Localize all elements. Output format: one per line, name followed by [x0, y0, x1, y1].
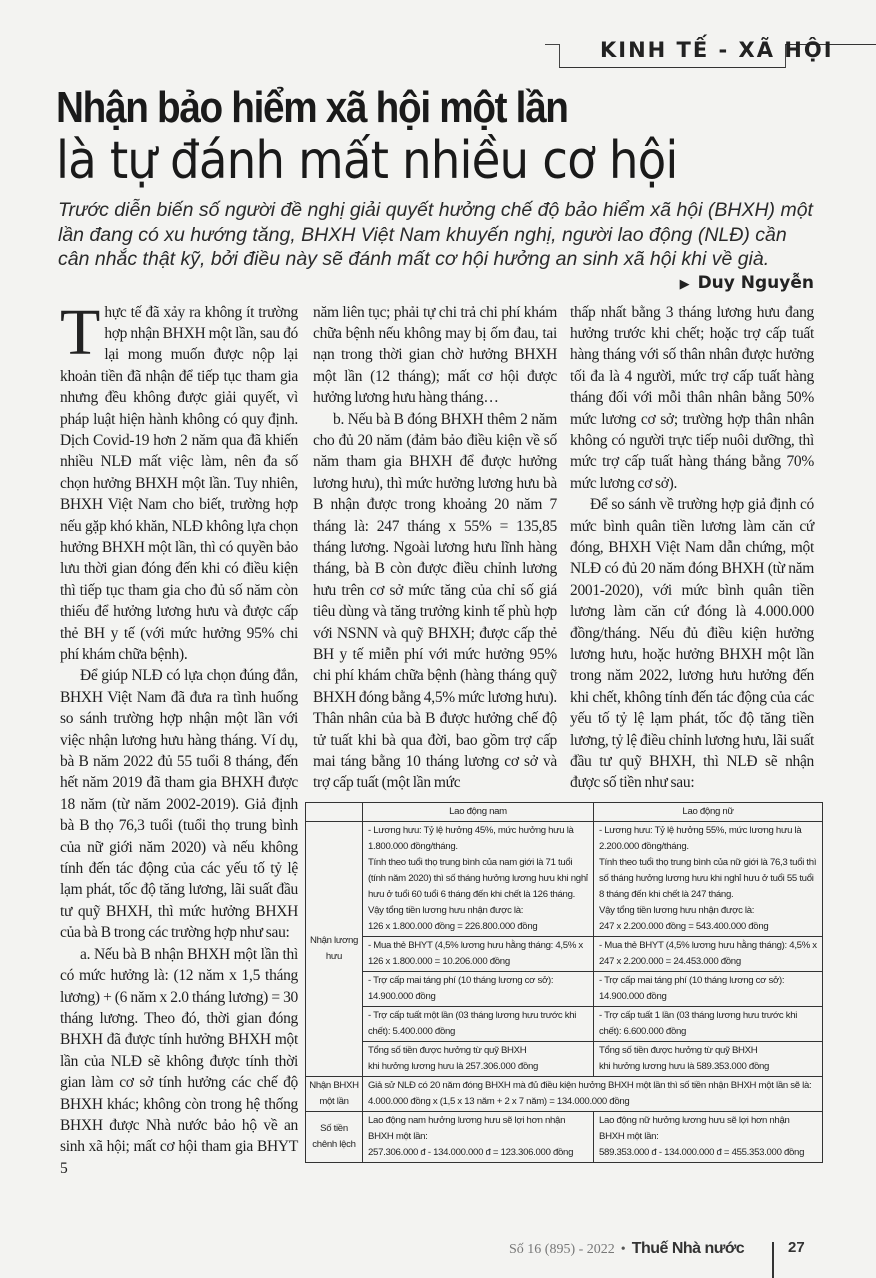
table-row — [306, 1076, 823, 1111]
table-cell: - Mua thẻ BHYT (4,5% lương hưu hằng tháng): 4,5% x 247 x 2.200.000 = 24.453.000 đồng — [594, 936, 823, 971]
page-footer-row — [0, 1234, 876, 1278]
table-row — [306, 936, 823, 971]
table-header-cell: Lao động nữ — [594, 802, 823, 821]
row-label: Số tiền chênh lệch — [306, 1111, 363, 1162]
table-cell: - Trợ cấp tuất một lần (03 tháng lương hưu trước khi chết): 5.400.000 đồng — [363, 1006, 594, 1041]
article-title-line1: Nhận bảo hiểm xã hội một lần — [56, 83, 568, 132]
table-cell — [363, 821, 594, 936]
cell-line: - Lương hưu: Tỷ lệ hưởng 55%, mức lương hưu là 2.200.000 đồng/tháng. — [599, 824, 802, 852]
author-byline — [58, 272, 814, 296]
right-columns — [313, 302, 823, 794]
section-header — [545, 34, 875, 62]
body-column-3 — [570, 302, 814, 794]
cell-line: Tổng số tiền được hưởng từ quỹ BHXH — [599, 1044, 758, 1056]
table-header-row — [306, 802, 823, 821]
table-cell: - Trợ cấp tuất 1 lần (03 tháng lương hưu trước khi chết): 6.600.000 đồng — [594, 1006, 823, 1041]
triangle-icon: ▶ — [679, 276, 690, 292]
table-cell: - Mua thẻ BHYT (4,5% lương hưu hằng tháng: 4,5% x 126 x 1.800.000 = 10.206.000 đồng — [363, 936, 594, 971]
row-label: Nhận lương hưu — [306, 821, 363, 1076]
paragraph: Để giúp NLĐ có lựa chọn đúng đắn, BHXH Việt Nam đã đưa ra tình huống so sánh trường hợp nhận một lần với việc nhận lương hưu hàng tháng. Ví dụ, bà B năm 2022 đủ 55 tuổi 8 tháng, đến hết năm 2019 đã tham gia BHXH được 18 năm (từ năm 2002-2019). Giả định bà B thọ 76,3 tuổi (tuổi thọ trung bình của nữ giới năm 2020) và nếu không tính đến tác động của các yếu tố tỷ lệ lạm phát, tốc độ tăng lương, lãi suất đầu tư quỹ BHXH, thì mức hưởng BHXH của bà B trong các trường hợp như sau: — [60, 667, 298, 942]
table-cell — [363, 1041, 594, 1076]
row-label: Nhận BHXH một lần — [306, 1076, 363, 1111]
paragraph: a. Nếu bà B nhận BHXH một lần thì có mức hưởng là: (12 năm x 1,5 tháng lương) + (6 năm x 2.0 tháng lương) = 30 tháng lương. Theo đó, thời gian đóng BHXH đã được tính hưởng BHXH một lần của NLĐ sẽ không được tính thời gian làm cơ sở tính hưởng các chế độ BHXH khác; không còn trong hệ thống BHXH được Nhà nước bảo hộ về an sinh xã hội; mất cơ hội tham gia BHYT 5 — [60, 945, 298, 1177]
author-name: Duy Nguyễn — [697, 272, 814, 293]
paragraph — [60, 295, 298, 666]
table-row — [306, 971, 823, 1006]
page-footer — [509, 1240, 744, 1258]
body-column-2 — [313, 302, 557, 794]
cell-line: Vậy tổng tiền lương hưu nhận được là: — [368, 904, 524, 916]
cell-line: - Lương hưu: Tỷ lệ hưởng 45%, mức hưởng hưu là 1.800.000 đồng/tháng. — [368, 824, 574, 852]
table-cell — [363, 1111, 594, 1162]
body-column-1 — [60, 295, 298, 1180]
section-label: KINH TẾ - XÃ HỘI — [600, 38, 834, 62]
divider — [772, 1242, 774, 1278]
table-row — [306, 1041, 823, 1076]
page-number: 27 — [788, 1239, 805, 1256]
cell-line: Vậy tổng tiền lương hưu nhận được là: — [599, 904, 755, 916]
cell-line: Tính theo tuổi thọ trung bình của nam giới là 71 tuổi (tính năm 2020) thì số tháng hưởng lương hưu khi nghỉ hưu ở tuổi 60 tuổi 6 tháng đến khi chết là 126 tháng. — [368, 856, 588, 900]
table-row — [306, 1006, 823, 1041]
cell-line: 4.000.000 đồng x (1,5 x 13 năm + 2 x 7 năm) = 134.000.000 đồng — [368, 1095, 630, 1107]
table-header-cell — [306, 802, 363, 821]
drop-cap: T — [60, 295, 101, 369]
table-cell — [594, 1111, 823, 1162]
table-header-cell: Lao động nam — [363, 802, 594, 821]
cell-line: khi hưởng lương hưu là 257.306.000 đồng — [368, 1060, 539, 1072]
paragraph: thấp nhất bằng 3 tháng lương hưu đang hưởng trước khi chết; hoặc trợ cấp tuất hàng tháng với số thân nhân được hưởng tối đa là 4 người, mức trợ cấp tuất hàng tháng đối với mỗi thân nhân bằng 50% mức lương cơ sở; trường hợp thân nhân không có người trực tiếp nuôi dưỡng, thì mức trợ cấp tuất hàng tháng bằng 70% mức lương cơ sở). — [570, 303, 814, 492]
table-cell: - Trợ cấp mai táng phí (10 tháng lương cơ sở): 14.900.000 đồng — [363, 971, 594, 1006]
article-lead: Trước diễn biến số người đề nghị giải quyết hưởng chế độ bảo hiểm xã hội (BHXH) một lần đang có xu hướng tăng, BHXH Việt Nam khuyến nghị, người lao động (NLĐ) cần cân nhắc thật kỹ, bởi điều này sẽ đánh mất cơ hội hưởng an sinh xã hội khi về già. — [58, 199, 813, 270]
cell-line: 126 x 1.800.000 đồng = 226.800.000 đồng — [368, 920, 538, 932]
table-cell — [594, 821, 823, 936]
table-cell: - Trợ cấp mai táng phí (10 tháng lương cơ sở): 14.900.000 đồng — [594, 971, 823, 1006]
issue-number: Số 16 (895) - 2022 — [509, 1242, 615, 1257]
bullet-icon: • — [620, 1242, 626, 1257]
cell-line: Tính theo tuổi thọ trung bình của nữ giới là 76,3 tuổi thì số tháng hưởng lương hưu khi nghỉ hưu ở tuổi 55 tuổi 8 tháng đến khi chết là 247 tháng. — [599, 856, 817, 900]
comparison-table — [305, 802, 823, 1163]
divider — [545, 44, 559, 45]
table-row — [306, 1111, 823, 1162]
paragraph-text: hực tế đã xảy ra không ít trường hợp nhận BHXH một lần, sau đó lại mong muốn được nộp lại khoản tiền đã nhận để tiếp tục tham gia nhưng đều không được giải quyết, vì pháp luật hiện hành không có quy định. Dịch Covid-19 hơn 2 năm qua đã khiến nhiều NLĐ mất việc làm, nên đa số chọn hưởng BHXH một lần. Tuy nhiên, BHXH Việt Nam cho biết, trường hợp nếu gặp khó khăn, NLĐ không lựa chọn hưởng BHXH một lần, thì có quyền bảo lưu thời gian đóng đến khi có điều kiện thì tiếp tục tham gia cho đủ số năm còn thiếu để hưởng lương hưu và được cấp thẻ BH y tế (với mức hưởng 95% chi phí khám chữa bệnh). — [60, 303, 298, 663]
paragraph: năm liên tục; phải tự chi trả chi phí khám chữa bệnh nếu không may bị ốm đau, tai nạn trong thời gian chờ hưởng BHXH một lần (12 tháng); mất cơ hội được hưởng lương hưu hàng tháng… — [313, 303, 557, 407]
cell-line: 589.353.000 đ - 134.000.000 đ = 455.353.000 đồng — [599, 1146, 805, 1158]
cell-line: Lao động nam hưởng lương hưu sẽ lợi hơn nhận BHXH một lần: — [368, 1114, 566, 1142]
article-title-line2: là tự đánh mất nhiều cơ hội — [56, 131, 678, 191]
cell-line: khi hưởng lương hưu là 589.353.000 đồng — [599, 1060, 770, 1072]
table-cell — [594, 1041, 823, 1076]
cell-line: 257.306.000 đ - 134.000.000 đ = 123.306.000 đồng — [368, 1146, 574, 1158]
cell-line: Lao động nữ hưởng lương hưu sẽ lợi hơn nhận BHXH một lần: — [599, 1114, 790, 1142]
cell-line: Tổng số tiền được hưởng từ quỹ BHXH — [368, 1044, 527, 1056]
right-area — [309, 302, 823, 1163]
cell-line: Giả sử NLĐ có 20 năm đóng BHXH mà đủ điều kiện hưởng BHXH một lần thì số tiền nhận BHXH một lần sẽ là: — [368, 1079, 812, 1091]
cell-line: 247 x 2.200.000 đồng = 543.400.000 đồng — [599, 920, 769, 932]
article-body — [0, 295, 876, 1180]
paragraph: b. Nếu bà B đóng BHXH thêm 2 năm cho đủ 20 năm (đảm bảo điều kiện về số năm tham gia BHXH để được hưởng lương hưu), thì mức hưởng lương hưu bà B nhận được trong khoảng 20 năm 7 tháng là: 247 tháng x 55% = 135,85 tháng lương. Ngoài lương hưu lĩnh hàng tháng, bà B còn được điều chỉnh lương hưu trên cơ sở mức tăng của chỉ số giá tiêu dùng và tăng trưởng kinh tế phù hợp với NSNN và quỹ BHXH; được cấp thẻ BH y tế miễn phí với mức hưởng 95% chi phí khám chữa bệnh (hàng tháng quỹ BHXH đóng bằng 4,5% mức lương hưu). Thân nhân của bà B được hưởng chế độ tử tuất khi bà qua đời, bao gồm trợ cấp mai táng bằng 10 tháng lương cơ sở và trợ cấp tuất (một lần mức — [313, 410, 557, 792]
paragraph: Để so sánh về trường hợp giả định có mức bình quân tiền lương làm căn cứ đóng, BHXH Việt Nam dẫn chứng, một NLĐ có đủ 20 năm đóng BHXH (từ năm 2001-2020), với mức bình quân tiền lương làm căn cứ đóng là 4.000.000 đồng/tháng. Nếu đủ điều kiện hưởng lương hưu, hoặc hưởng BHXH một lần trong năm 2022, lương hưu hưởng đến khi chết, không tính đến tác động của các yếu tố tỷ lệ lạm phát, tốc độ tăng tiền lương, tỷ lệ điều chỉnh lương hưu, lãi suất đầu tư quỹ BHXH, thì NLĐ sẽ nhận được số tiền như sau: — [570, 496, 814, 792]
magazine-name: Thuế Nhà nước — [631, 1240, 745, 1257]
table-row — [306, 821, 823, 936]
table-cell — [363, 1076, 823, 1111]
